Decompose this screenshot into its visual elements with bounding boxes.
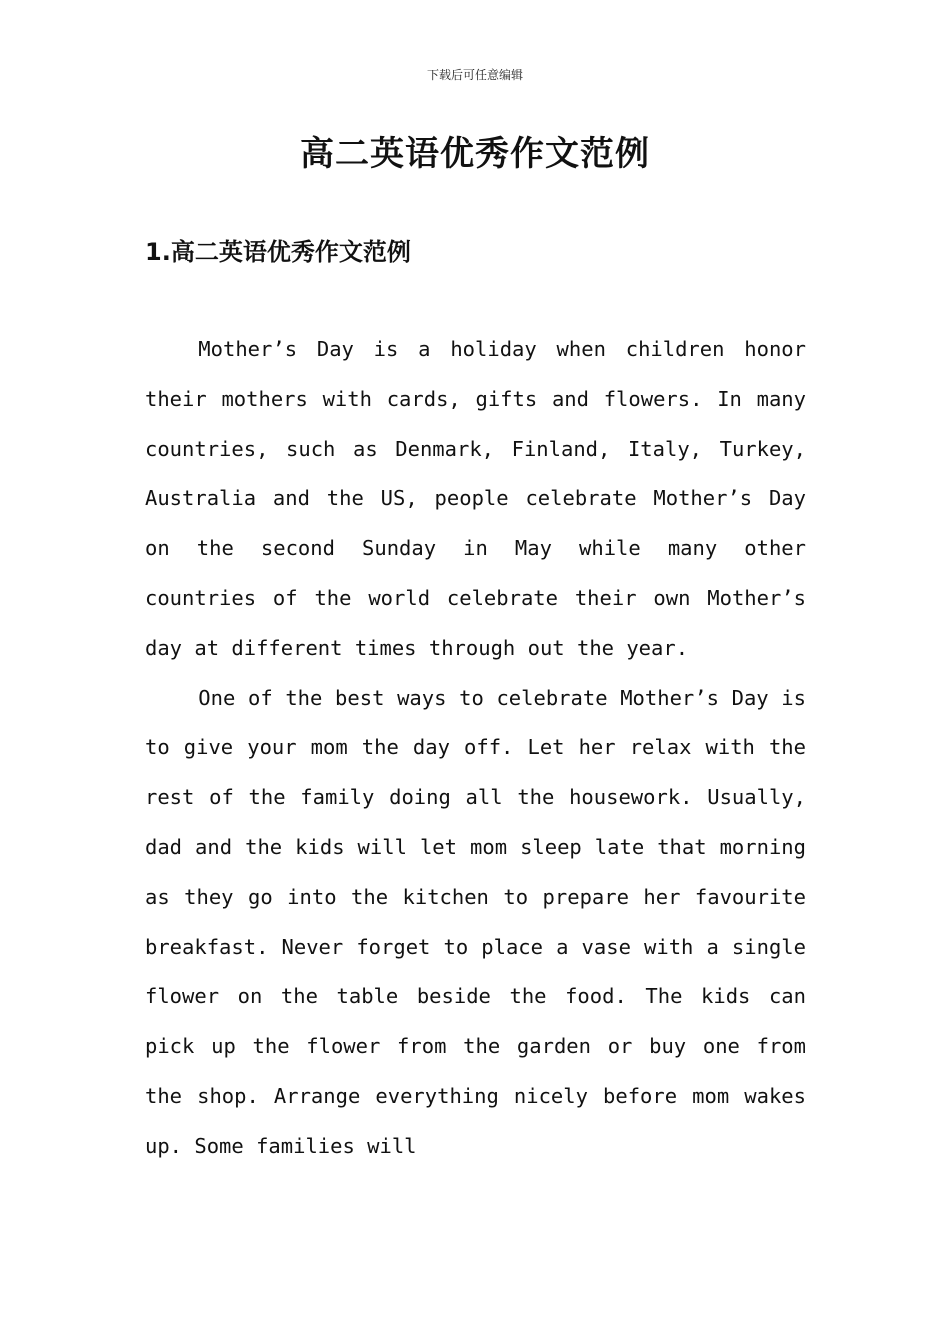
section-heading: 1.高二英语优秀作文范例 xyxy=(145,238,411,266)
essay-body xyxy=(145,325,806,1172)
header-note: 下载后可任意编辑 xyxy=(426,68,523,82)
document-title: 高二英语优秀作文范例 xyxy=(300,134,650,174)
essay-paragraph-2: One of the best ways to celebrate Mother’s Day is to give your mom the day off. Let her relax with the rest of the family doing all the housework. Usually, dad and the kids will let mom sleep late that morning as they go into the kitchen to prepare her favourite breakfast. Never forget to place a vase with a single flower on the table beside the food. The kids can pick up the flower from the garden or buy one from the shop. Arrange everything nicely before mom wakes up. Some families will xyxy=(145,685,806,1158)
essay-paragraph-1: Mother’s Day is a holiday when children honor their mothers with cards, gifts and flowers. In many countries, such as Denmark, Finland, Italy, Turkey, Australia and the US, people celebrate Mother’s Day on the second Sunday in May while many other countries of the world celebrate their own Mother’s day at different times through out the year. xyxy=(145,337,806,660)
